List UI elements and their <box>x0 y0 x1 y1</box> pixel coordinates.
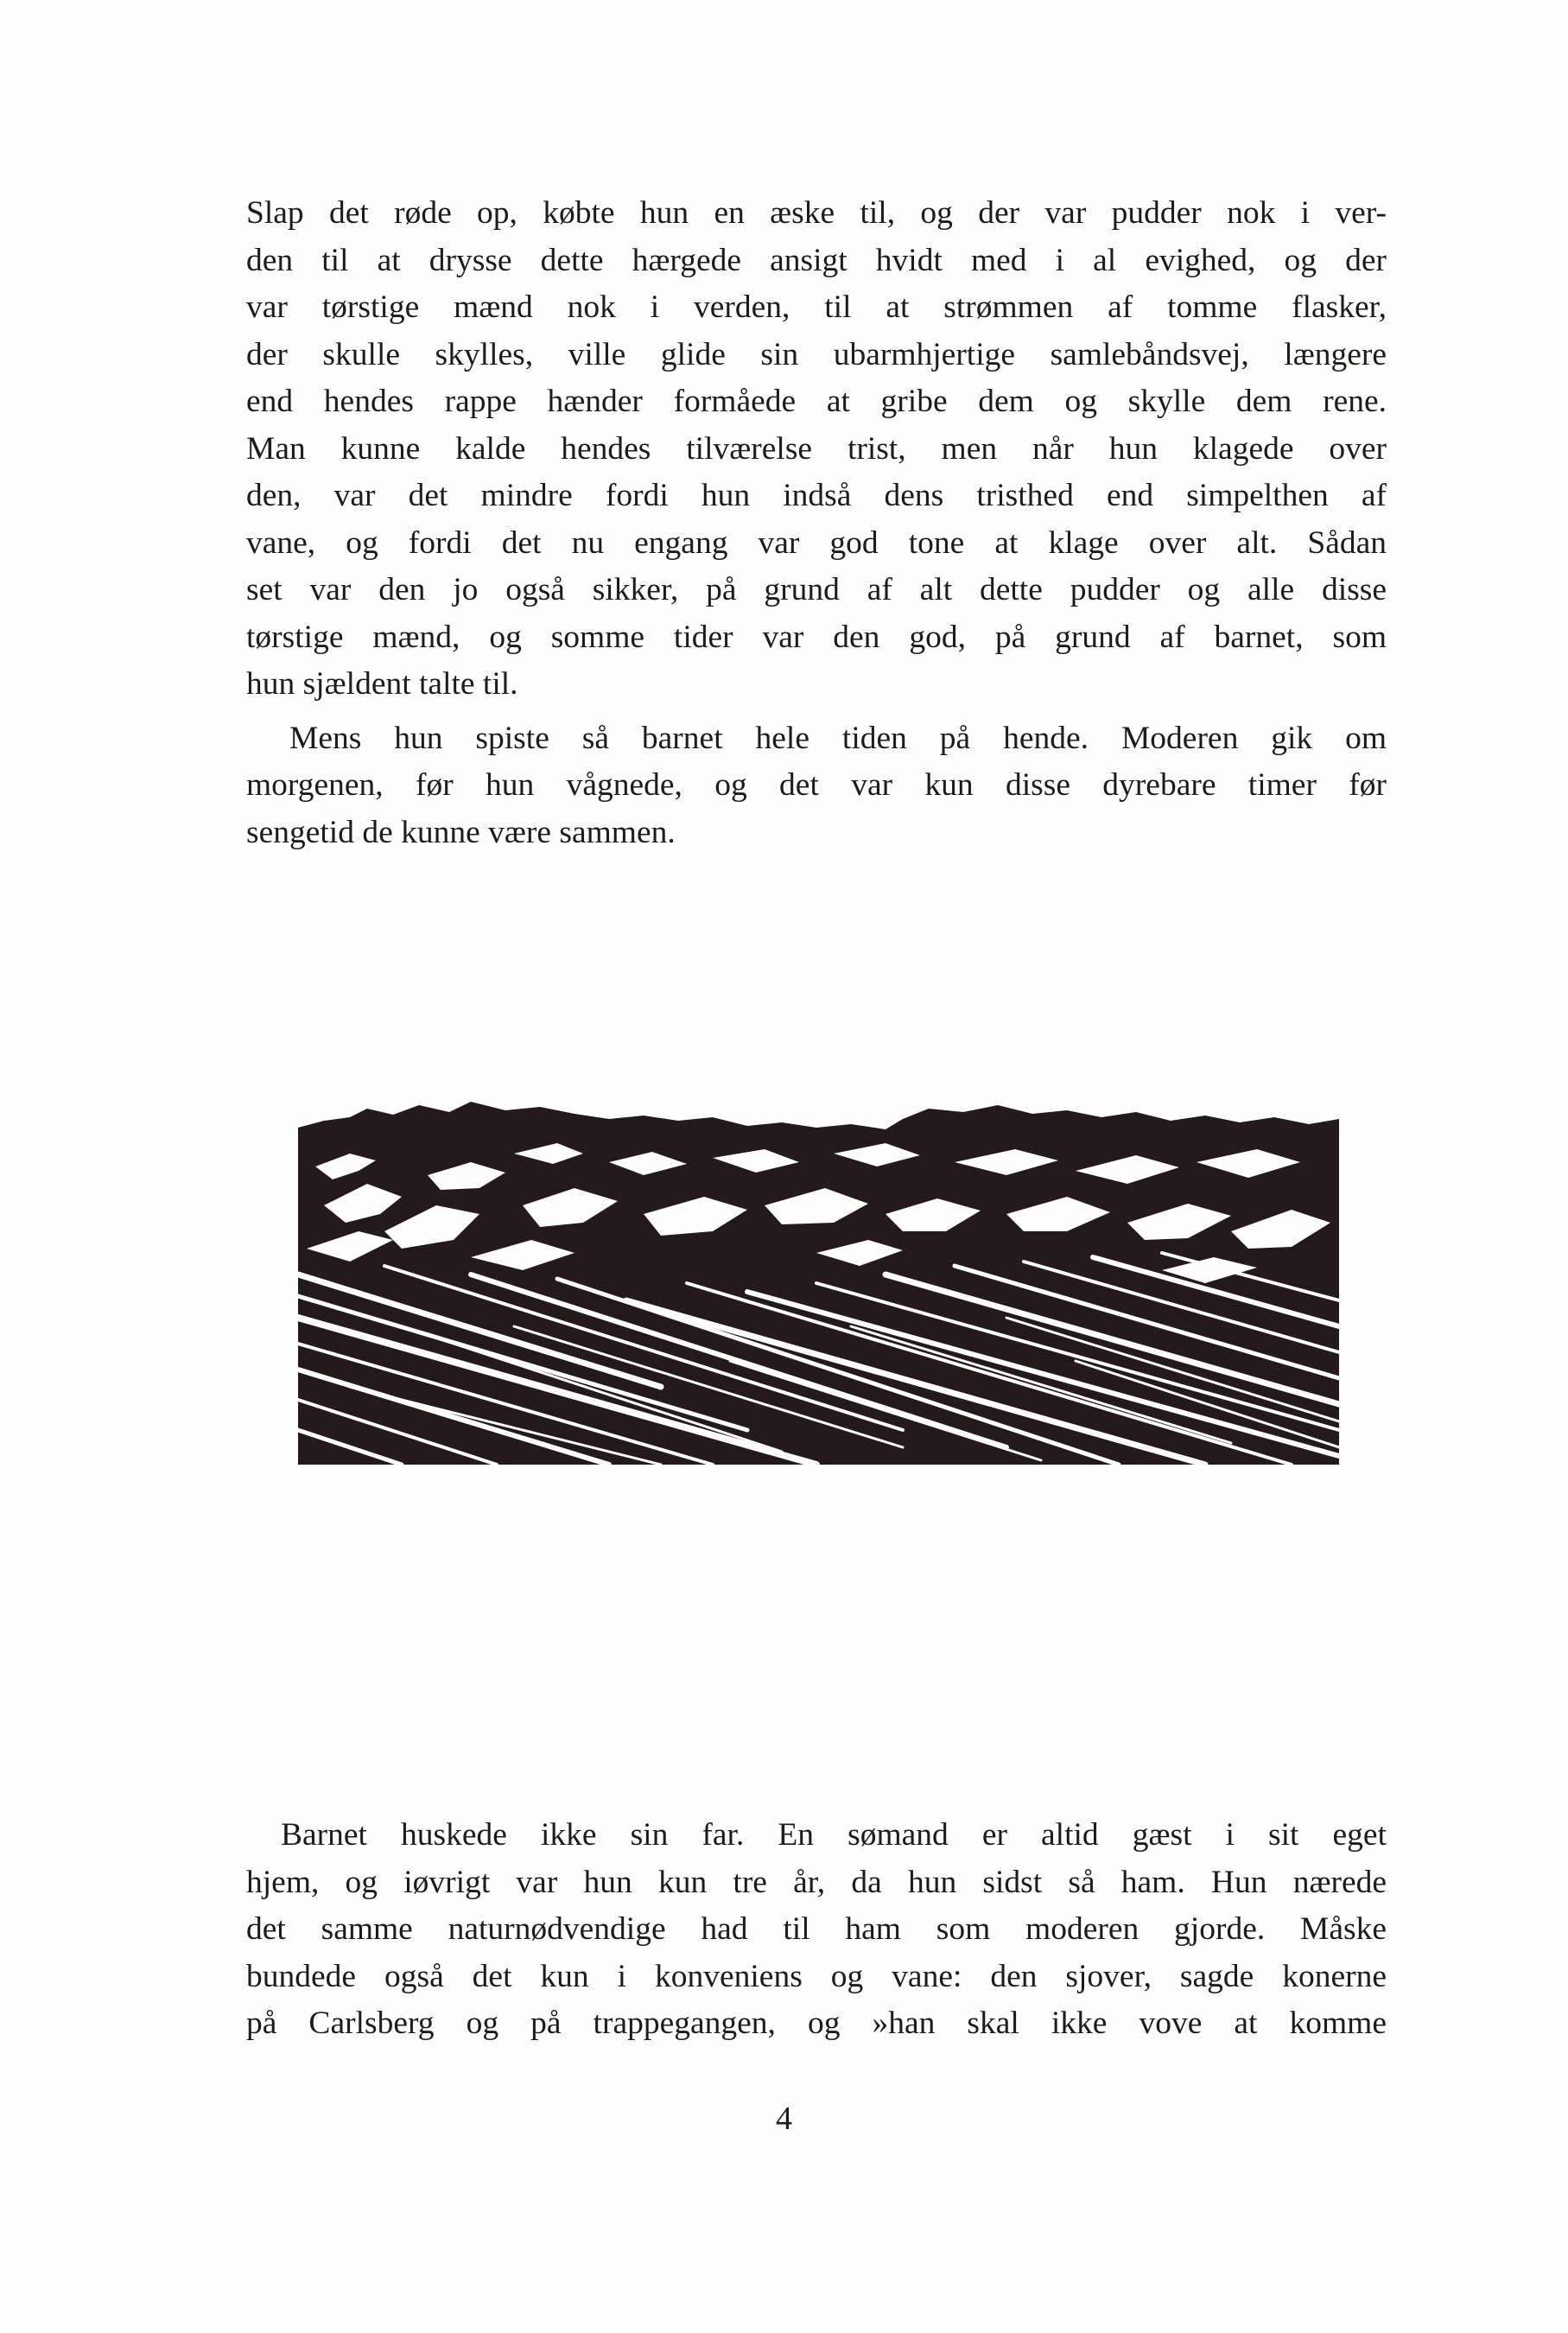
paragraph <box>246 715 1387 857</box>
text-line: Slap det røde op, købte hun en æske til, og der var pudder nok i ver- <box>246 195 1387 231</box>
text-line: set var den jo også sikker, på grund af alt dette pudder og alle disse <box>246 572 1387 607</box>
top-text-block <box>246 190 1387 856</box>
text-line: der skulle skylles, ville glide sin ubarmhjertige samlebåndsvej, længere <box>246 336 1387 372</box>
paragraph <box>246 190 1387 709</box>
page-number: 4 <box>776 2101 792 2137</box>
text-line: på Carlsberg og på trappegangen, og »han skal ikke vove at komme <box>246 2006 1387 2041</box>
paragraph <box>246 1812 1387 2048</box>
text-line: sengetid de kunne være sammen. <box>246 814 676 850</box>
text-line: det samme naturnødvendige had til ham som moderen gjorde. Måske <box>246 1911 1387 1947</box>
text-line: hjem, og iøvrigt var hun kun tre år, da hun sidst så ham. Hun nærede <box>246 1864 1387 1900</box>
text-line: morgenen, før hun vågnede, og det var kun disse dyrebare timer før <box>246 767 1387 803</box>
text-line: tørstige mænd, og somme tider var den god, på grund af barnet, som <box>246 619 1387 655</box>
text-line: vane, og fordi det nu engang var god tone at klage over alt. Sådan <box>246 524 1387 561</box>
woodcut-illustration <box>298 1102 1339 1465</box>
text-line: end hendes rappe hænder formåede at gribe dem og skylle dem rene. <box>246 384 1387 419</box>
text-line: Man kunne kalde hendes tilværelse trist, men når hun klagede over <box>246 430 1387 467</box>
text-line: hun sjældent talte til. <box>246 666 518 702</box>
text-line: bundede også det kun i konveniens og vane: den sjover, sagde konerne <box>246 1958 1387 1994</box>
bottom-text-block <box>246 1812 1387 2048</box>
text-line: Barnet huskede ikke sin far. En sømand er altid gæst i sit eget <box>281 1817 1387 1853</box>
text-line: den, var det mindre fordi hun indså dens tristhed end simpelthen af <box>246 478 1387 513</box>
text-line: den til at drysse dette hærgede ansigt hvidt med i al evighed, og der <box>246 242 1387 278</box>
text-line: var tørstige mænd nok i verden, til at strømmen af tomme flasker, <box>246 289 1387 325</box>
text-line: Mens hun spiste så barnet hele tiden på hende. Moderen gik om <box>289 720 1387 756</box>
